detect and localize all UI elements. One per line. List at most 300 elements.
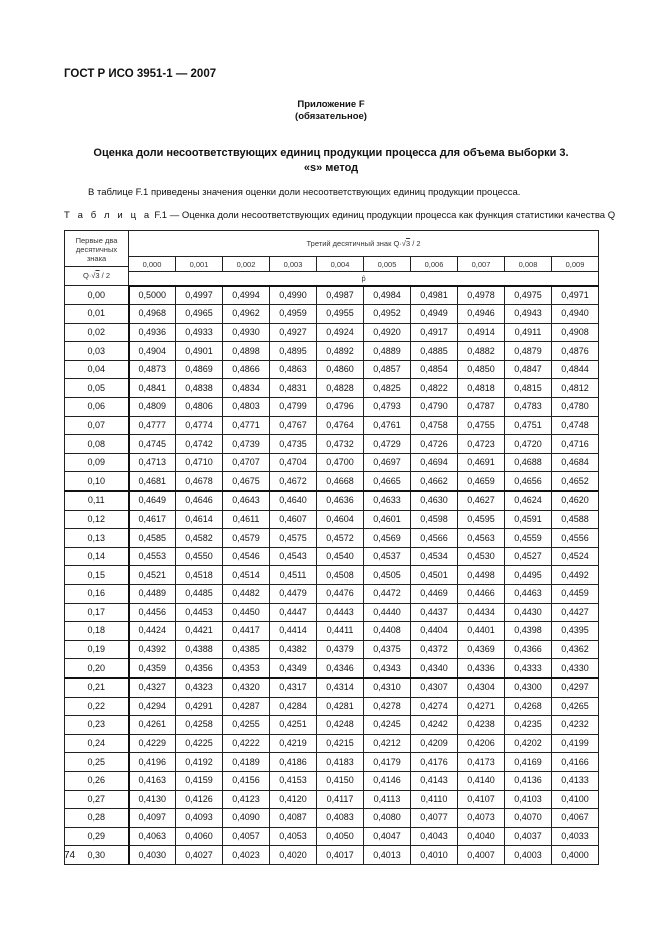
p-value-cell: 0,4310 <box>364 678 411 697</box>
p-value-cell: 0,4901 <box>176 342 223 361</box>
p-value-cell: 0,4153 <box>270 771 317 790</box>
p-value-cell: 0,4707 <box>223 453 270 472</box>
q-value-cell: 0,23 <box>65 716 129 735</box>
p-value-cell: 0,4742 <box>176 435 223 454</box>
p-value-cell: 0,4617 <box>129 510 176 529</box>
p-value-cell: 0,4860 <box>317 360 364 379</box>
p-value-cell: 0,4336 <box>458 659 505 678</box>
column-header: 0,002 <box>223 257 270 272</box>
p-value-cell: 0,4914 <box>458 323 505 342</box>
p-value-cell: 0,4388 <box>176 640 223 659</box>
p-value-cell: 0,4043 <box>411 827 458 846</box>
p-value-cell: 0,4885 <box>411 342 458 361</box>
p-value-cell: 0,4047 <box>364 827 411 846</box>
p-value-cell: 0,4453 <box>176 603 223 622</box>
p-value-cell: 0,4908 <box>552 323 599 342</box>
p-value-cell: 0,4356 <box>176 659 223 678</box>
p-value-cell: 0,4997 <box>176 286 223 305</box>
p-value-cell: 0,4793 <box>364 398 411 417</box>
p-value-cell: 0,4427 <box>552 603 599 622</box>
p-value-cell: 0,4656 <box>505 472 552 491</box>
q-value-cell: 0,22 <box>65 697 129 716</box>
p-value-cell: 0,4809 <box>129 398 176 417</box>
p-value-cell: 0,4169 <box>505 753 552 772</box>
p-value-cell: 0,4489 <box>129 585 176 604</box>
p-value-cell: 0,4469 <box>411 585 458 604</box>
p-value-cell: 0,4083 <box>317 809 364 828</box>
p-value-cell: 0,4232 <box>552 716 599 735</box>
intro-text: В таблице F.1 приведены значения оценки доли несоответствующих единиц продукции процесса. <box>88 187 521 198</box>
p-value-cell: 0,4291 <box>176 697 223 716</box>
p-value-cell: 0,4248 <box>317 716 364 735</box>
p-value-cell: 0,4117 <box>317 790 364 809</box>
p-value-cell: 0,4090 <box>223 809 270 828</box>
table-row <box>65 510 599 529</box>
table-row <box>65 360 599 379</box>
q-value-cell: 0,15 <box>65 566 129 585</box>
p-value-cell: 0,4780 <box>552 398 599 417</box>
p-value-cell: 0,4831 <box>270 379 317 398</box>
column-header: 0,003 <box>270 257 317 272</box>
q-value-cell: 0,25 <box>65 753 129 772</box>
p-value-cell: 0,4404 <box>411 622 458 641</box>
p-value-cell: 0,4476 <box>317 585 364 604</box>
p-value-cell: 0,4440 <box>364 603 411 622</box>
p-value-cell: 0,4100 <box>552 790 599 809</box>
p-value-cell: 0,4534 <box>411 547 458 566</box>
p-value-cell: 0,4691 <box>458 453 505 472</box>
p-value-cell: 0,4143 <box>411 771 458 790</box>
p-value-cell: 0,4624 <box>505 491 552 510</box>
p-value-cell: 0,4229 <box>129 734 176 753</box>
p-value-cell: 0,4955 <box>317 305 364 324</box>
p-value-cell: 0,4179 <box>364 753 411 772</box>
p-value-cell: 0,4700 <box>317 453 364 472</box>
p-value-cell: 0,4411 <box>317 622 364 641</box>
left-header-line1: Первые два <box>75 236 118 245</box>
p-value-cell: 0,4665 <box>364 472 411 491</box>
p-value-cell: 0,4421 <box>176 622 223 641</box>
p-value-cell: 0,4219 <box>270 734 317 753</box>
q-value-cell: 0,02 <box>65 323 129 342</box>
p-value-cell: 0,4834 <box>223 379 270 398</box>
p-value-cell: 0,4343 <box>364 659 411 678</box>
section-title-line1: Оценка доли несоответствующих единиц продукции процесса для объема выборки 3. <box>93 147 569 159</box>
p-value-cell: 0,4492 <box>552 566 599 585</box>
p-value-cell: 0,4818 <box>458 379 505 398</box>
table-row <box>65 585 599 604</box>
p-value-cell: 0,4607 <box>270 510 317 529</box>
p-value-cell: 0,4962 <box>223 305 270 324</box>
p-value-cell: 0,4307 <box>411 678 458 697</box>
p-value-cell: 0,4379 <box>317 640 364 659</box>
p-value-cell: 0,4003 <box>505 846 552 865</box>
p-value-cell: 0,4873 <box>129 360 176 379</box>
column-header-row <box>65 257 599 272</box>
q-value-cell: 0,10 <box>65 472 129 491</box>
p-value-cell: 0,4799 <box>270 398 317 417</box>
p-value-cell: 0,4000 <box>552 846 599 865</box>
p-value-cell: 0,4672 <box>270 472 317 491</box>
p-value-cell: 0,4620 <box>552 491 599 510</box>
p-value-cell: 0,4258 <box>176 716 223 735</box>
p-value-cell: 0,4987 <box>317 286 364 305</box>
p-value-cell: 0,4430 <box>505 603 552 622</box>
p-value-cell: 0,4013 <box>364 846 411 865</box>
table-caption <box>64 210 615 221</box>
p-value-cell: 0,4398 <box>505 622 552 641</box>
p-value-cell: 0,4825 <box>364 379 411 398</box>
p-value-cell: 0,4668 <box>317 472 364 491</box>
p-value-cell: 0,4841 <box>129 379 176 398</box>
table-row <box>65 603 599 622</box>
p-value-cell: 0,4755 <box>458 416 505 435</box>
column-header: 0,005 <box>364 257 411 272</box>
q-value-cell: 0,06 <box>65 398 129 417</box>
p-value-cell: 0,4023 <box>223 846 270 865</box>
p-value-cell: 0,4225 <box>176 734 223 753</box>
p-value-cell: 0,4537 <box>364 547 411 566</box>
appendix-subtitle: (обязательное) <box>295 111 367 122</box>
p-value-cell: 0,4284 <box>270 697 317 716</box>
q-value-cell: 0,11 <box>65 491 129 510</box>
p-value-cell: 0,4521 <box>129 566 176 585</box>
table-row <box>65 827 599 846</box>
p-value-cell: 0,4710 <box>176 453 223 472</box>
p-value-cell: 0,4196 <box>129 753 176 772</box>
p-value-cell: 0,4274 <box>411 697 458 716</box>
p-value-cell: 0,4508 <box>317 566 364 585</box>
p-value-cell: 0,4965 <box>176 305 223 324</box>
p-value-cell: 0,4395 <box>552 622 599 641</box>
q-value-cell: 0,00 <box>65 286 129 305</box>
p-value-cell: 0,4057 <box>223 827 270 846</box>
q-value-cell: 0,21 <box>65 678 129 697</box>
p-value-cell: 0,4186 <box>270 753 317 772</box>
p-value-cell: 0,4812 <box>552 379 599 398</box>
p-value-cell: 0,4990 <box>270 286 317 305</box>
p-value-cell: 0,4113 <box>364 790 411 809</box>
p-value-cell: 0,4495 <box>505 566 552 585</box>
p-value-cell: 0,4815 <box>505 379 552 398</box>
p-value-cell: 0,4434 <box>458 603 505 622</box>
p-value-cell: 0,4981 <box>411 286 458 305</box>
p-value-cell: 0,4882 <box>458 342 505 361</box>
p-value-cell: 0,4120 <box>270 790 317 809</box>
p-value-cell: 0,4643 <box>223 491 270 510</box>
p-value-cell: 0,4511 <box>270 566 317 585</box>
table-row <box>65 716 599 735</box>
p-value-cell: 0,4261 <box>129 716 176 735</box>
p-value-cell: 0,4053 <box>270 827 317 846</box>
q-value-cell: 0,28 <box>65 809 129 828</box>
p-value-cell: 0,4130 <box>129 790 176 809</box>
p-value-cell: 0,4063 <box>129 827 176 846</box>
p-value-cell: 0,4123 <box>223 790 270 809</box>
p-value-cell: 0,4713 <box>129 453 176 472</box>
p-value-cell: 0,4585 <box>129 529 176 548</box>
p-value-cell: 0,4173 <box>458 753 505 772</box>
table-row <box>65 472 599 491</box>
p-value-cell: 0,4636 <box>317 491 364 510</box>
p-value-cell: 0,4156 <box>223 771 270 790</box>
p-value-cell: 0,4362 <box>552 640 599 659</box>
q-value-cell: 0,27 <box>65 790 129 809</box>
q-value-cell: 0,29 <box>65 827 129 846</box>
table-row <box>65 529 599 548</box>
p-value-cell: 0,4320 <box>223 678 270 697</box>
p-value-cell: 0,4414 <box>270 622 317 641</box>
p-value-cell: 0,4761 <box>364 416 411 435</box>
q-value-cell: 0,16 <box>65 585 129 604</box>
p-value-cell: 0,4251 <box>270 716 317 735</box>
p-value-cell: 0,4255 <box>223 716 270 735</box>
p-value-cell: 0,4278 <box>364 697 411 716</box>
p-value-cell: 0,4959 <box>270 305 317 324</box>
table-row <box>65 342 599 361</box>
p-value-cell: 0,5000 <box>129 286 176 305</box>
p-value-cell: 0,4720 <box>505 435 552 454</box>
p-value-cell: 0,4238 <box>458 716 505 735</box>
p-value-cell: 0,4385 <box>223 640 270 659</box>
p-value-cell: 0,4952 <box>364 305 411 324</box>
p-value-cell: 0,4546 <box>223 547 270 566</box>
p-value-cell: 0,4924 <box>317 323 364 342</box>
table-row <box>65 435 599 454</box>
p-value-cell: 0,4783 <box>505 398 552 417</box>
p-value-cell: 0,4828 <box>317 379 364 398</box>
p-value-cell: 0,4649 <box>129 491 176 510</box>
p-value-cell: 0,4073 <box>458 809 505 828</box>
q-value-cell: 0,14 <box>65 547 129 566</box>
p-value-cell: 0,4199 <box>552 734 599 753</box>
p-value-cell: 0,4060 <box>176 827 223 846</box>
table-row <box>65 286 599 305</box>
p-value-cell: 0,4774 <box>176 416 223 435</box>
p-value-cell: 0,4927 <box>270 323 317 342</box>
p-value-cell: 0,4040 <box>458 827 505 846</box>
p-value-cell: 0,4271 <box>458 697 505 716</box>
p-value-cell: 0,4559 <box>505 529 552 548</box>
caption-prefix: Т а б л и ц а <box>64 210 152 221</box>
p-value-cell: 0,4614 <box>176 510 223 529</box>
table-row <box>65 566 599 585</box>
p-hat-symbol: p̂ <box>129 272 599 286</box>
p-value-cell: 0,4735 <box>270 435 317 454</box>
top-header: Третий десятичный знак Q·√3 / 2 <box>129 231 599 257</box>
p-value-cell: 0,4498 <box>458 566 505 585</box>
p-value-cell: 0,4505 <box>364 566 411 585</box>
p-value-cell: 0,4349 <box>270 659 317 678</box>
p-value-cell: 0,4920 <box>364 323 411 342</box>
p-value-cell: 0,4235 <box>505 716 552 735</box>
p-value-cell: 0,4472 <box>364 585 411 604</box>
table-row <box>65 846 599 865</box>
q-value-cell: 0,01 <box>65 305 129 324</box>
p-value-cell: 0,4943 <box>505 305 552 324</box>
p-value-cell: 0,4020 <box>270 846 317 865</box>
p-value-cell: 0,4748 <box>552 416 599 435</box>
p-value-cell: 0,4633 <box>364 491 411 510</box>
p-value-cell: 0,4543 <box>270 547 317 566</box>
p-value-cell: 0,4450 <box>223 603 270 622</box>
table-row <box>65 547 599 566</box>
p-value-cell: 0,4401 <box>458 622 505 641</box>
p-value-cell: 0,4518 <box>176 566 223 585</box>
q-value-cell: 0,03 <box>65 342 129 361</box>
p-value-cell: 0,4050 <box>317 827 364 846</box>
p-value-cell: 0,4688 <box>505 453 552 472</box>
p-value-cell: 0,4265 <box>552 697 599 716</box>
column-header: 0,004 <box>317 257 364 272</box>
estimate-table <box>64 230 599 865</box>
p-value-cell: 0,4323 <box>176 678 223 697</box>
p-value-cell: 0,4790 <box>411 398 458 417</box>
p-value-cell: 0,4684 <box>552 453 599 472</box>
q-value-cell: 0,17 <box>65 603 129 622</box>
p-value-cell: 0,4739 <box>223 435 270 454</box>
p-value-cell: 0,4869 <box>176 360 223 379</box>
p-value-cell: 0,4604 <box>317 510 364 529</box>
p-value-cell: 0,4382 <box>270 640 317 659</box>
table-row <box>65 379 599 398</box>
p-value-cell: 0,4572 <box>317 529 364 548</box>
p-value-cell: 0,4136 <box>505 771 552 790</box>
p-value-cell: 0,4242 <box>411 716 458 735</box>
left-header-formula: Q·√3 / 2 <box>65 266 128 280</box>
p-value-cell: 0,4300 <box>505 678 552 697</box>
p-value-cell: 0,4530 <box>458 547 505 566</box>
section-title-line2: «s» метод <box>303 162 359 174</box>
left-header <box>65 231 129 286</box>
p-value-cell: 0,4097 <box>129 809 176 828</box>
p-value-cell: 0,4949 <box>411 305 458 324</box>
p-value-cell: 0,4183 <box>317 753 364 772</box>
p-value-cell: 0,4787 <box>458 398 505 417</box>
p-value-cell: 0,4652 <box>552 472 599 491</box>
section-title <box>40 146 622 176</box>
table-body <box>65 286 599 865</box>
p-value-cell: 0,4304 <box>458 678 505 697</box>
p-value-cell: 0,4294 <box>129 697 176 716</box>
q-value-cell: 0,26 <box>65 771 129 790</box>
p-value-cell: 0,4716 <box>552 435 599 454</box>
column-header: 0,007 <box>458 257 505 272</box>
p-value-cell: 0,4640 <box>270 491 317 510</box>
table-row <box>65 416 599 435</box>
p-value-cell: 0,4330 <box>552 659 599 678</box>
q-value-cell: 0,13 <box>65 529 129 548</box>
p-value-cell: 0,4844 <box>552 360 599 379</box>
p-value-cell: 0,4010 <box>411 846 458 865</box>
caption-text: F.1 — Оценка доли несоответствующих единиц продукции процесса как функция статистики качества Q <box>151 210 616 221</box>
p-value-cell: 0,4417 <box>223 622 270 641</box>
p-value-cell: 0,4166 <box>552 753 599 772</box>
p-value-cell: 0,4575 <box>270 529 317 548</box>
p-value-cell: 0,4895 <box>270 342 317 361</box>
p-value-cell: 0,4340 <box>411 659 458 678</box>
p-value-cell: 0,4103 <box>505 790 552 809</box>
p-value-cell: 0,4598 <box>411 510 458 529</box>
p-value-cell: 0,4930 <box>223 323 270 342</box>
p-value-cell: 0,4524 <box>552 547 599 566</box>
p-value-cell: 0,4017 <box>317 846 364 865</box>
p-value-cell: 0,4879 <box>505 342 552 361</box>
p-value-cell: 0,4675 <box>223 472 270 491</box>
p-value-cell: 0,4767 <box>270 416 317 435</box>
p-value-cell: 0,4777 <box>129 416 176 435</box>
p-value-cell: 0,4588 <box>552 510 599 529</box>
table-row <box>65 640 599 659</box>
p-value-cell: 0,4037 <box>505 827 552 846</box>
p-value-cell: 0,4975 <box>505 286 552 305</box>
p-value-cell: 0,4933 <box>176 323 223 342</box>
p-value-cell: 0,4726 <box>411 435 458 454</box>
p-value-cell: 0,4556 <box>552 529 599 548</box>
p-value-cell: 0,4146 <box>364 771 411 790</box>
column-header: 0,000 <box>129 257 176 272</box>
q-value-cell: 0,09 <box>65 453 129 472</box>
p-value-cell: 0,4447 <box>270 603 317 622</box>
p-value-cell: 0,4601 <box>364 510 411 529</box>
p-value-cell: 0,4892 <box>317 342 364 361</box>
p-value-cell: 0,4627 <box>458 491 505 510</box>
p-value-cell: 0,4697 <box>364 453 411 472</box>
p-value-cell: 0,4569 <box>364 529 411 548</box>
p-value-cell: 0,4994 <box>223 286 270 305</box>
table-row <box>65 305 599 324</box>
q-value-cell: 0,07 <box>65 416 129 435</box>
p-value-cell: 0,4838 <box>176 379 223 398</box>
p-value-cell: 0,4646 <box>176 491 223 510</box>
p-value-cell: 0,4662 <box>411 472 458 491</box>
p-value-cell: 0,4540 <box>317 547 364 566</box>
p-value-cell: 0,4850 <box>458 360 505 379</box>
q-value-cell: 0,20 <box>65 659 129 678</box>
p-value-cell: 0,4463 <box>505 585 552 604</box>
p-value-cell: 0,4245 <box>364 716 411 735</box>
p-value-cell: 0,4940 <box>552 305 599 324</box>
table-row <box>65 491 599 510</box>
p-value-cell: 0,4212 <box>364 734 411 753</box>
appendix-title: Приложение F <box>297 99 365 110</box>
p-value-cell: 0,4163 <box>129 771 176 790</box>
p-value-cell: 0,4140 <box>458 771 505 790</box>
p-value-cell: 0,4550 <box>176 547 223 566</box>
p-value-cell: 0,4202 <box>505 734 552 753</box>
p-value-cell: 0,4459 <box>552 585 599 604</box>
q-value-cell: 0,04 <box>65 360 129 379</box>
p-value-cell: 0,4080 <box>364 809 411 828</box>
p-value-cell: 0,4553 <box>129 547 176 566</box>
p-value-cell: 0,4159 <box>176 771 223 790</box>
p-value-cell: 0,4133 <box>552 771 599 790</box>
p-value-cell: 0,4077 <box>411 809 458 828</box>
p-value-cell: 0,4126 <box>176 790 223 809</box>
p-value-cell: 0,4392 <box>129 640 176 659</box>
table-row <box>65 678 599 697</box>
p-value-cell: 0,4723 <box>458 435 505 454</box>
p-value-cell: 0,4070 <box>505 809 552 828</box>
standard-header: ГОСТ Р ИСО 3951-1 — 2007 <box>64 68 217 80</box>
p-value-cell: 0,4176 <box>411 753 458 772</box>
p-value-cell: 0,4566 <box>411 529 458 548</box>
p-value-cell: 0,4898 <box>223 342 270 361</box>
p-value-cell: 0,4479 <box>270 585 317 604</box>
p-value-cell: 0,4456 <box>129 603 176 622</box>
column-header: 0,008 <box>505 257 552 272</box>
p-value-cell: 0,4366 <box>505 640 552 659</box>
